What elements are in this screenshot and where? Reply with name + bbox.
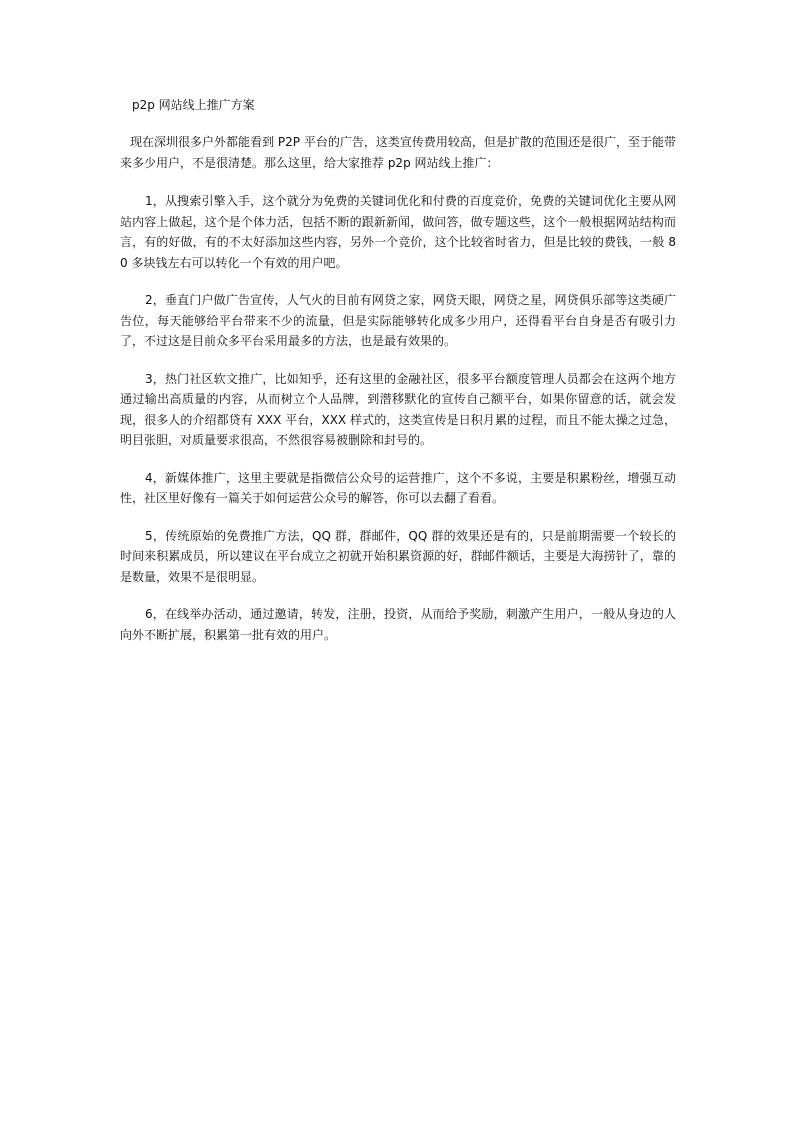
- list-item-3: 3，热门社区软文推广，比如知乎，还有这里的金融社区，很多平台额度管理人员都会在这两个地方通过输出高质量的内容，从而树立个人品牌，到潜移默化的宣传自己额平台，如果你留意的话，就会发现，很多人的介绍都贷有 XXX 平台，XXX 样式的，这类宣传是日积月累的过程，而且不能太操之过急，明目张胆，对质量要求很高，不然很容易被删除和封号的。: [120, 371, 676, 447]
- list-item-2: 2，垂直门户做广告宣传，人气火的目前有网贷之家，网贷天眼，网贷之星，网贷俱乐部等这类硬广告位，每天能够给平台带来不少的流量，但是实际能够转化成多少用户，还得看平台自身是否有吸引力了，不过这是目前众多平台采用最多的方法，也是最有效果的。: [120, 293, 676, 348]
- document-title: p2p 网站线上推广方案: [132, 98, 255, 112]
- intro-paragraph: 现在深圳很多户外都能看到 P2P 平台的广告，这类宣传费用较高，但是扩散的范围还是很广，至于能带来多少用户，不是很清楚。那么这里，给大家推荐 p2p 网站线上推广：: [120, 135, 676, 170]
- list-item-5: 5，传统原始的免费推广方法，QQ 群，群邮件，QQ 群的效果还是有的，只是前期需要一个较长的时间来积累成员，所以建议在平台成立之初就开始积累资源的好，群邮件额话，主要是大海捞针了，靠的是数量，效果不是很明显。: [120, 528, 676, 584]
- list-item-4: 4，新媒体推广，这里主要就是指微信公众号的运营推广，这个不多说，主要是积累粉丝，增强互动性，社区里好像有一篇关于如何运营公众号的解答，你可以去翻了看看。: [120, 470, 676, 505]
- list-item-6: 6，在线举办活动，通过邀请，转发，注册，投资，从而给予奖励，刺激产生用户，一般从身边的人向外不断扩展，积累第一批有效的用户。: [120, 607, 676, 642]
- list-item-1: 1，从搜索引擎入手，这个就分为免费的关键词优化和付费的百度竞价，免费的关键词优化主要从网站内容上做起，这个是个体力活，包括不断的跟新新闻，做问答，做专题这些，这个一般根据网站结构而言，有的好做，有的不太好添加这些内容，另外一个竞价，这个比较省时省力，但是比较的费钱，一般 80 多块钱左右可以转化一个有效的用户吧。: [120, 194, 676, 270]
- document-page: [120, 95, 676, 662]
